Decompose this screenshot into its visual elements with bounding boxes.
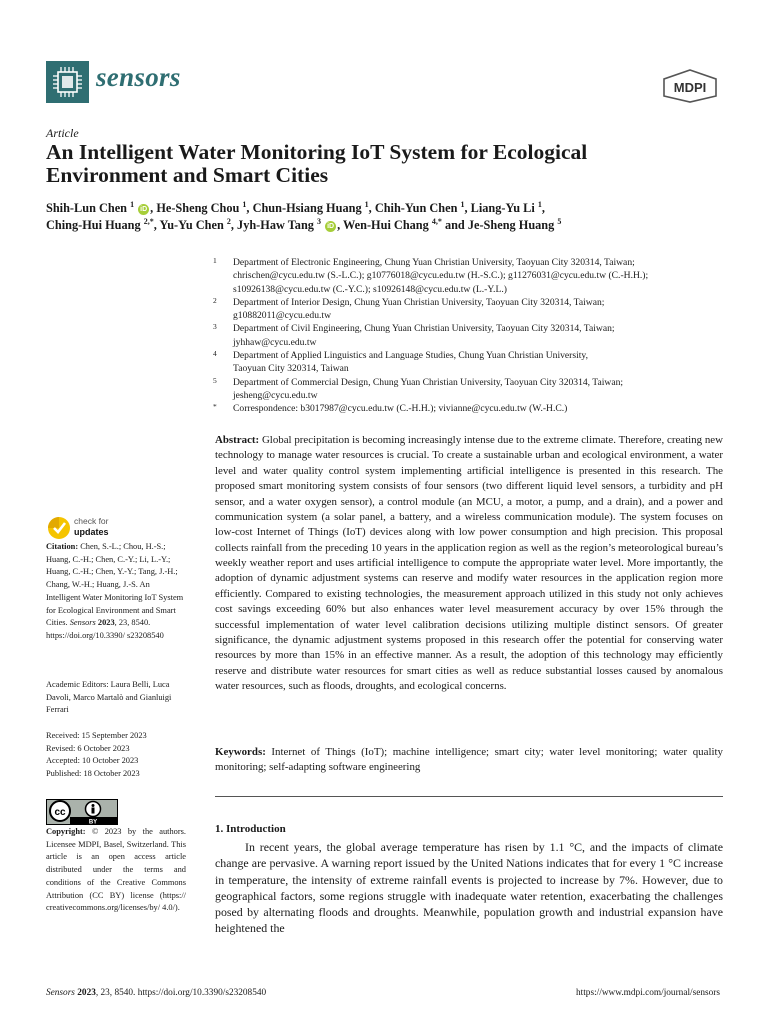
abstract-text: Global precipitation is becoming increasingly intense due to the extreme climate. Therefore, creating new technology to manage water resources is crucial. To create a sustainable urban and ecological environment, a water level and water quality control system implementing artificial intelligence is presented in this research. The proposed smart monitoring system consists of four sensors (two different liquid level sensors, a turbidity and pH sensor, and a water oxygen sensor), a control module (an MCU, a motor, a pump, and a drain), and a power and communication system (a solar panel, a battery, and a wireless communication module). The system focuses on low-cost Internet of Things (IoT) devices along with low power consumption and high precision. This proposal collects rainfall from the preceding 10 years in the application region as well as the region’s meteorological bureau’s weekly weather report and uses artificial intelligence to compute the appropriate water level. More importantly, the adoption of dynamic adjustment systems can reserve and modify water resources in the application region more efficiently. Compared to existing technologies, the measurement approach utilized in this study not only achieves cost savings exceeding 60% but also enhances water level measurement accuracy by over 15% through the successful implementation of water level calibration decisions utilizing multiple distinct sensors. Of greater significance, the dynamic adjustment systems proposed in this research offer the potential for conserving water resources by more than 15% in an effective manner. As a result, the adoption of this technology may efficiently reserve and distribute water resources for smart cities as well as reduce substantial losses caused by anomalous water resources, such as floods, droughts, and ecological concerns. [215,434,723,692]
affiliation-number: 1 [213,256,217,265]
author-affiliation-mark: 2 [226,216,231,226]
keywords [215,745,723,776]
affiliation-line: Department of Interior Design, Chung Yuan Christian University, Taoyuan City 320314, Taiwan; [233,296,605,308]
author-name[interactable]: He-Sheng Chou [156,201,240,215]
author-name[interactable]: Liang-Yu Li [470,201,535,215]
author-name[interactable]: Jyh-Haw Tang [237,218,314,232]
keywords-text: Internet of Things (IoT); machine intelligence; smart city; water level monitoring; water quality monitoring; self-adapting software engineering [215,746,723,774]
abstract-label: Abstract: [215,434,260,446]
check-line-1: check for [74,516,109,526]
article-type: Article [46,126,79,140]
copyright-text: © 2023 by the authors. Licensee MDPI, Basel, Switzerland. This article is an open access article distributed under the terms and conditions of the Creative Commons Attribution (CC BY) license (https:// creativecommons.org/licenses/by/ 4.0/). [46,827,187,913]
author-name[interactable]: Je-Sheng Huang [467,218,555,232]
journal-name[interactable]: sensors [96,62,181,92]
revised-date: Revised: 6 October 2023 [46,743,130,753]
affiliation-line: Correspondence: b3017987@cycu.edu.tw (C.-H.H.); vivianne@cycu.edu.tw (W.-H.C.) [233,403,568,415]
orcid-icon[interactable]: iD [327,223,335,230]
affiliation-line: Department of Civil Engineering, Chung Yuan Christian University, Taoyuan City 320314, Taiwan; [233,323,615,335]
footer-journal: Sensors [46,988,75,998]
citation-post[interactable]: , 23, 8540. https://doi.org/10.3390/ s23208540 [46,618,164,640]
affiliation-line: jyhhaw@cycu.edu.tw [233,336,317,348]
affiliation-item [213,256,723,296]
author-affiliation-mark: 5 [557,216,562,226]
affiliation-item [213,376,723,403]
introduction-paragraph: In recent years, the global average temperature has risen by 1.1 °C, and the impacts of climate change are pervasive. A warning report issued by the United Nations indicates that for every 1 °C increase in temperature, the intensity of extreme rainfall events is projected to increase by 7%. However, due to geographical factors, some regions struggle with inadequate water retention, exacerbating the challenges posed by alternating floods and droughts. Meanwhile, population growth and industrial expansion have heightened the [215,840,723,936]
check-line-2: updates [74,527,109,537]
affiliations [213,256,723,416]
affiliation-line: Department of Commercial Design, Chung Yuan Christian University, Taoyuan City 320314, Taiwan; [233,376,624,388]
footer-year: 2023 [77,988,96,998]
academic-editors: Academic Editors: Laura Belli, Luca Davoli, Marco Martalò and Gianluigi Ferrari [46,680,172,715]
affiliation-number: 5 [213,375,217,385]
check-for-updates-icon [46,513,72,543]
affiliation-item [213,322,723,349]
author-separator: , [464,201,471,215]
affiliation-line: Taoyuan City 320314, Taiwan [233,363,349,375]
affiliation-item [213,402,723,415]
author-separator: , [246,201,253,215]
author-name[interactable]: Chun-Hsiang Huang [252,201,362,215]
footer-journal-url[interactable]: https://www.mdpi.com/journal/sensors [575,988,720,998]
author-separator: , [337,218,344,232]
cc-by-license-icon[interactable] [46,799,118,825]
author-name[interactable]: Ching-Hui Huang [46,218,141,232]
copyright-label: Copyright: [46,827,86,836]
author-affiliation-mark: 1 [460,199,465,209]
author-separator: , [230,218,238,232]
author-separator: and [441,218,468,232]
published-date: Published: 18 October 2023 [46,769,140,779]
author-affiliation-mark: 3 [317,216,322,226]
author-separator: , [150,201,157,215]
affiliation-number: 3 [213,322,217,332]
author-affiliation-mark: 1 [130,199,135,209]
copyright-notice [46,826,186,915]
author-name[interactable]: Chih-Yun Chen [374,201,458,215]
affiliation-line: Department of Applied Linguistics and Language Studies, Chung Yuan Christian University, [233,350,588,362]
introduction-text [215,839,723,937]
author-affiliation-mark: 1 [242,199,247,209]
author-affiliation-mark: 2,* [143,216,154,226]
author-separator: , [368,201,375,215]
svg-text:cc: cc [54,807,66,818]
affiliation-line: s10926138@cycu.edu.tw (C.-Y.C.); s10926148@cycu.edu.tw (L.-Y.L.) [233,283,507,295]
affiliation-line: Department of Electronic Engineering, Chung Yuan Christian University, Taoyuan City 320314, Taiwan; [233,257,635,268]
section-divider [215,796,723,797]
author-separator: , [541,201,545,215]
affiliation-line: jesheng@cycu.edu.tw [233,389,318,401]
author-separator: , [153,218,160,232]
author-affiliation-mark: 1 [537,199,542,209]
accepted-date: Accepted: 10 October 2023 [46,756,139,766]
author-affiliation-mark: 4,* [431,216,442,226]
citation-year: 2023 [97,618,115,628]
citation [46,541,186,643]
author-list [46,200,726,234]
footer-citation [46,988,266,998]
journal-logo-icon [46,61,89,103]
affiliation-line: chrischen@cycu.edu.tw (S.-L.C.); g10776018@cycu.edu.tw (H.-S.C.); g11276031@cycu.edu.tw (C.-H.H.); [233,270,649,282]
affiliation-item [213,349,723,376]
affiliation-item [213,296,723,323]
cc-by-label: BY [88,819,98,825]
publication-dates [46,730,186,781]
paper-title: An Intelligent Water Monitoring IoT System for Ecological Environment and Smart Cities [46,140,588,187]
abstract [215,433,723,694]
author-name[interactable]: Wen-Hui Chang [343,218,429,232]
author-line-1 [46,200,726,217]
author-line-2 [46,217,726,234]
affiliation-number: 4 [213,349,217,359]
affiliation-number: 2 [213,295,217,305]
received-date: Received: 15 September 2023 [46,731,147,740]
mdpi-logo[interactable] [662,69,718,103]
keywords-label: Keywords: [215,746,266,758]
author-affiliation-mark: 1 [364,199,369,209]
author-name[interactable]: Shih-Lun Chen [46,201,127,215]
citation-pre: Chen, S.-L.; Chou, H.-S.; Huang, C.-H.; Chen, C.-Y.; Li, L.-Y.; Huang, C.-H.; Chen, Y.-Y.; Tang, J.-H.; Chang, W.-H.; Huang, J.-S. An Intelligent Water Monitoring IoT System for Ecological Environment and Smart Cities. [46,542,184,628]
citation-label: Citation: [46,542,79,551]
footer-cite[interactable]: , 23, 8540. https://doi.org/10.3390/s23208540 [95,988,267,998]
mdpi-logo-text: MDPI [673,80,707,95]
orcid-icon[interactable]: iD [140,206,148,213]
affiliation-line: g10882011@cycu.edu.tw [233,310,332,322]
author-name[interactable]: Yu-Yu Chen [159,218,224,232]
affiliation-number: * [213,402,217,412]
section-heading: 1. Introduction [215,823,286,835]
citation-journal: Sensors [69,618,96,628]
